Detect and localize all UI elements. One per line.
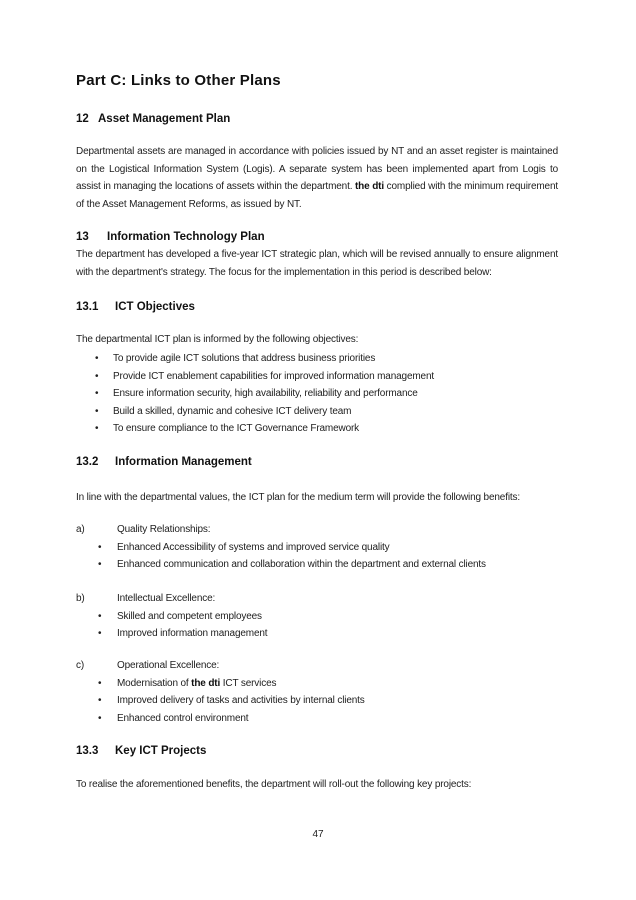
bullet-item <box>76 710 558 728</box>
heading-number: 13.2 <box>76 456 99 468</box>
heading-number: 13.3 <box>76 745 99 757</box>
bullet-item <box>76 625 558 643</box>
paragraph-key-ict-projects: To realise the aforementioned benefits, the department will roll-out the following key projects: <box>76 779 472 790</box>
group-label: c) <box>76 660 85 671</box>
group-heading <box>76 590 558 608</box>
paragraph-asset-plan <box>76 143 558 213</box>
bullet-text: Skilled and competent employees <box>117 610 262 622</box>
bullet-text: ICT services <box>220 677 277 689</box>
objectives-list <box>76 350 558 438</box>
bullet-item <box>76 692 558 710</box>
bullet-item <box>76 608 558 626</box>
page-number: 47 <box>312 829 324 840</box>
benefit-group-a <box>76 521 558 574</box>
bullet-text: Improved delivery of tasks and activities by internal clients <box>117 695 365 706</box>
heading-title: ICT Objectives <box>115 301 195 313</box>
paragraph-text: Departmental assets are managed in accordance with policies issued by NT and an asset register is maintained on the Logistical Information System (Logis). A separate system has been implemented apart from Logis to assist in managing the locations of assets within the department. <box>76 146 558 192</box>
section-heading-13-3 <box>76 744 558 758</box>
group-label: b) <box>76 593 85 604</box>
bold-the-dti: the dti <box>355 181 384 192</box>
bullet-item <box>76 385 558 403</box>
bullet-item <box>76 675 558 693</box>
bullet-text: Enhanced Accessibility of systems and improved service quality <box>117 541 390 553</box>
heading-number: 13.1 <box>76 301 99 313</box>
group-title: Intellectual Excellence: <box>117 593 216 604</box>
page-title: Part C: Links to Other Plans <box>76 72 281 89</box>
bullet-item <box>76 350 558 368</box>
bullet-text: Provide ICT enablement capabilities for improved information management <box>113 370 435 382</box>
bullet-item <box>76 403 558 421</box>
benefit-group-b <box>76 590 558 643</box>
benefit-list <box>76 608 558 643</box>
bullet-text: To provide agile ICT solutions that address business priorities <box>113 353 376 364</box>
benefit-group-c <box>76 657 558 727</box>
heading-number: 13 <box>76 231 89 243</box>
section-heading-12 <box>76 112 558 126</box>
group-heading <box>76 521 558 539</box>
benefit-list <box>76 675 558 728</box>
section-heading-13-2 <box>76 455 558 469</box>
bullet-text: Improved information management <box>117 628 268 639</box>
heading-title: Key ICT Projects <box>115 745 207 757</box>
heading-title: Asset Management Plan <box>98 113 231 125</box>
bullet-text: Enhanced communication and collaboration within the department and external clients <box>117 559 486 570</box>
bullet-text: Ensure information security, high availability, reliability and performance <box>113 388 418 399</box>
intro-ict-objectives: The departmental ICT plan is informed by the following objectives: <box>76 334 359 345</box>
group-label: a) <box>76 524 85 535</box>
bullet-text: Build a skilled, dynamic and cohesive ICT delivery team <box>113 405 352 417</box>
heading-number: 12 <box>76 113 89 125</box>
bullet-text: To ensure compliance to the ICT Governance Framework <box>113 423 360 434</box>
intro-information-management: In line with the departmental values, the ICT plan for the medium term will provide the following benefits: <box>76 492 520 503</box>
group-title: Operational Excellence: <box>117 660 220 671</box>
paragraph-text: complied with the minimum requirement of the Asset Management Reforms, as issued by NT. <box>76 181 559 210</box>
bold-the-dti: the dti <box>191 677 221 689</box>
bullet-item <box>76 556 558 574</box>
heading-title: Information Technology Plan <box>107 231 265 243</box>
group-title: Quality Relationships: <box>117 524 211 535</box>
benefit-list <box>76 539 558 574</box>
heading-title: Information Management <box>115 456 252 468</box>
bullet-text: Modernisation of <box>117 677 192 689</box>
paragraph-it-plan: The department has developed a five-year ICT strategic plan, which will be revised annually to ensure alignment with the department's strategy. The focus for the implementation in this period is described below: <box>76 249 558 278</box>
bullet-item <box>76 539 558 557</box>
group-heading <box>76 657 558 675</box>
bullet-item <box>76 420 558 438</box>
section-heading-13 <box>76 230 558 244</box>
bullet-text: Enhanced control environment <box>117 712 249 724</box>
bullet-item <box>76 368 558 386</box>
section-heading-13-1 <box>76 300 558 314</box>
